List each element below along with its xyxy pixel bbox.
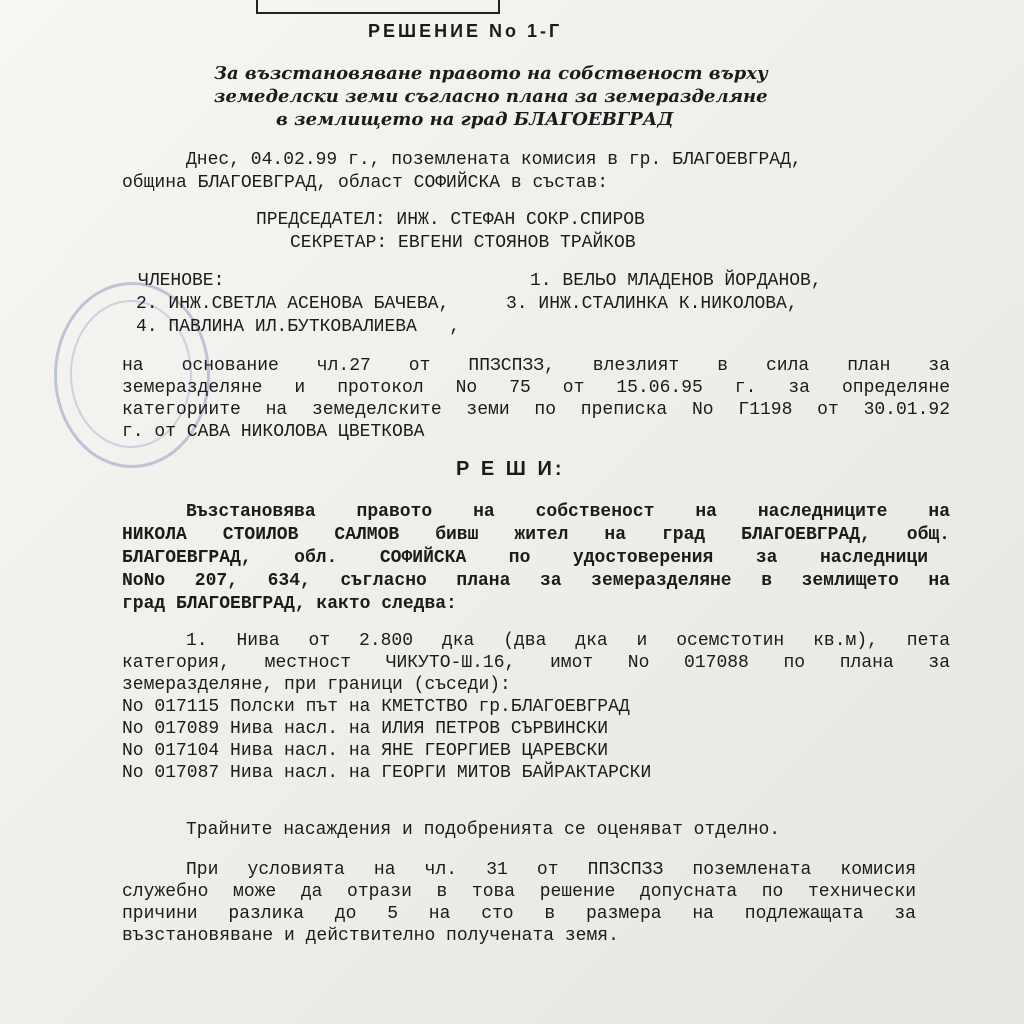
subtitle-line-1: За възстановяване правото на собственост върху — [214, 63, 768, 84]
neighbor-3: No 017104 Нива насл. на ЯНЕ ГЕОРГИЕВ ЦАРЕВСКИ — [122, 741, 609, 761]
decision-line-1: Възстановява правото на собственост на наследниците на — [186, 502, 950, 522]
member-4: 4. ПАВЛИНА ИЛ.БУТКОВАЛИЕВА , — [136, 317, 461, 337]
decision-line-3: БЛАГОЕВГРАД, обл. СОФИЙСКА по удостоверения за наследници — [122, 548, 928, 568]
conditions-line-2: служебно може да отрази в това решение допусната по технически — [122, 882, 916, 902]
neighbor-1: No 017115 Полски път на КМЕТСТВО гр.БЛАГОЕВГРАД — [122, 697, 630, 717]
member-3: 3. ИНЖ.СТАЛИНКА К.НИКОЛОВА, — [506, 294, 798, 314]
decision-line-4: NoNo 207, 634, съгласно плана за земеразделяне в землището на — [122, 571, 950, 591]
subtitle-line-2: земеделски земи съгласно плана за земеразделяне — [214, 86, 768, 107]
commission-secretary: СЕКРЕТАР: ЕВГЕНИ СТОЯНОВ ТРАЙКОВ — [290, 233, 636, 253]
basis-line-2: земеразделяне и протокол No 75 от 15.06.95 г. за определяне — [122, 378, 950, 398]
item-line-3: земеразделяне, при граници (съседи): — [122, 675, 511, 695]
item-line-2: категория, местност ЧИКУТО-Ш.16, имот No 017088 по плана за — [122, 653, 950, 673]
conditions-line-1: При условията на чл. 31 от ППЗСПЗЗ поземлената комисия — [186, 860, 916, 880]
basis-line-1: на основание чл.27 от ППЗСПЗЗ, влезлият в сила план за — [122, 356, 950, 376]
intro-line-1: Днес, 04.02.99 г., поземлената комисия в гр. БЛАГОЕВГРАД, — [186, 150, 802, 170]
header-stamp-box — [256, 0, 500, 14]
conditions-line-4: възстановяване и действително получената земя. — [122, 926, 619, 946]
decision-line-2: НИКОЛА СТОИЛОВ САЛМОВ бивш жител на град БЛАГОЕВГРАД, общ. — [122, 525, 950, 545]
commission-chair: ПРЕДСЕДАТЕЛ: ИНЖ. СТЕФАН СОКР.СПИРОВ — [256, 210, 645, 230]
item-line-1: 1. Нива от 2.800 дка (два дка и осемстотин кв.м), пета — [186, 631, 950, 651]
intro-line-2: община БЛАГОЕВГРАД, област СОФИЙСКА в състав: — [122, 173, 609, 193]
members-label: ЧЛЕНОВЕ: — [138, 271, 225, 291]
plantings-note: Трайните насаждения и подобренията се оценяват отделно. — [186, 820, 781, 840]
subtitle-line-3: в землището на град БЛАГОЕВГРАД — [276, 109, 674, 130]
decided-heading: Р Е Ш И: — [456, 458, 565, 480]
member-2: 2. ИНЖ.СВЕТЛА АСЕНОВА БАЧЕВА, — [136, 294, 450, 314]
neighbor-2: No 017089 Нива насл. на ИЛИЯ ПЕТРОВ СЪРВИНСКИ — [122, 719, 609, 739]
decision-line-5: град БЛАГОЕВГРАД, както следва: — [122, 594, 457, 614]
conditions-line-3: причини разлика до 5 на сто в размера на подлежащата за — [122, 904, 916, 924]
basis-line-4: г. от САВА НИКОЛОВА ЦВЕТКОВА — [122, 422, 425, 442]
neighbor-4: No 017087 Нива насл. на ГЕОРГИ МИТОВ БАЙРАКТАРСКИ — [122, 763, 652, 783]
document-title: РЕШЕНИЕ No 1-Г — [368, 21, 563, 41]
member-1: 1. ВЕЛЬО МЛАДЕНОВ ЙОРДАНОВ, — [530, 271, 822, 291]
basis-line-3: категориите на земеделските земи по преписка No Г1198 от 30.01.92 — [122, 400, 950, 420]
